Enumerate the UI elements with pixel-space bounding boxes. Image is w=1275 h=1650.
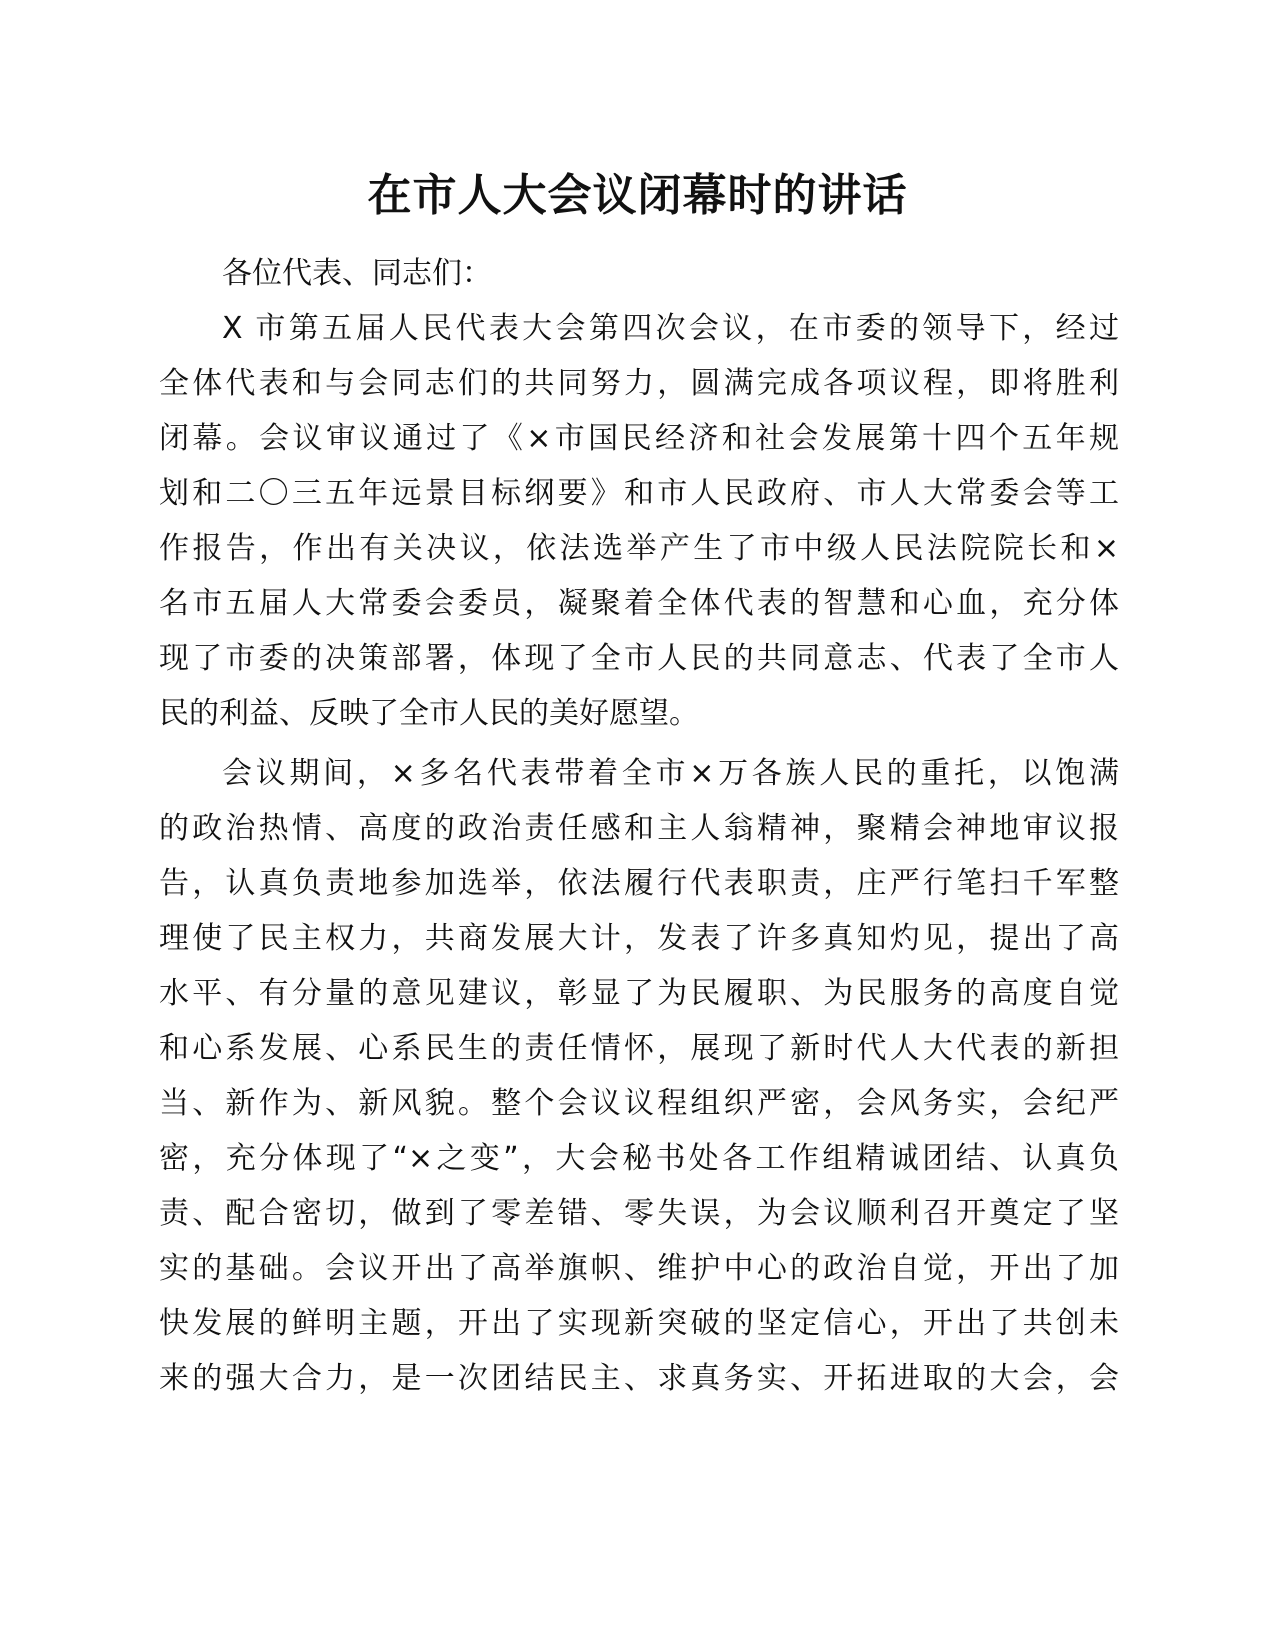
paragraph-1-line: X 市第五届人民代表大会第四次会议，在市委的领导下，经过 [222,311,1119,346]
paragraph-1-line: 全体代表和与会同志们的共同努力，圆满完成各项议程，即将胜利 [159,366,1119,401]
paragraph-1-line: 民的利益、反映了全市人民的美好愿望。 [159,696,699,731]
paragraph-2-line: 理使了民主权力，共商发展大计，发表了许多真知灼见，提出了高 [159,921,1119,956]
paragraph-2-line: 来的强大合力，是一次团结民主、求真务实、开拓进取的大会，会 [159,1361,1119,1396]
paragraph-2-line: 告，认真负责地参加选举，依法履行代表职责，庄严行笔扫千军整 [159,866,1119,901]
paragraph-2-line: 的政治热情、高度的政治责任感和主人翁精神，聚精会神地审议报 [159,811,1119,846]
paragraph-2-line: 快发展的鲜明主题，开出了实现新突破的坚定信心，开出了共创未 [159,1306,1119,1341]
paragraph-1-line: 现了市委的决策部署，体现了全市人民的共同意志、代表了全市人 [159,641,1119,676]
paragraph-1-line: 名市五届人大常委会委员，凝聚着全体代表的智慧和心血，充分体 [159,586,1119,621]
paragraph-2-line: 会议期间，×多名代表带着全市×万各族人民的重托，以饱满 [222,756,1119,791]
salutation: 各位代表、同志们： [222,256,492,291]
document-title: 在市人大会议闭幕时的讲话 [367,170,908,221]
paragraph-2-line: 水平、有分量的意见建议，彰显了为民履职、为民服务的高度自觉 [159,976,1119,1011]
paragraph-1-line: 作报告，作出有关决议，依法选举产生了市中级人民法院院长和× [159,531,1119,566]
paragraph-2-line: 实的基础。会议开出了高举旗帜、维护中心的政治自觉，开出了加 [159,1251,1119,1286]
paragraph-2-line: 密，充分体现了“×之变”，大会秘书处各工作组精诚团结、认真负 [159,1141,1119,1176]
paragraph-1-line: 闭幕。会议审议通过了《×市国民经济和社会发展第十四个五年规 [159,421,1119,456]
paragraph-2-line: 当、新作为、新风貌。整个会议议程组织严密，会风务实，会纪严 [159,1086,1119,1121]
paragraph-1-line: 划和二〇三五年远景目标纲要》和市人民政府、市人大常委会等工 [159,476,1119,511]
paragraph-2-line: 责、配合密切，做到了零差错、零失误，为会议顺利召开奠定了坚 [159,1196,1119,1231]
paragraph-2-line: 和心系发展、心系民生的责任情怀，展现了新时代人大代表的新担 [159,1031,1119,1066]
